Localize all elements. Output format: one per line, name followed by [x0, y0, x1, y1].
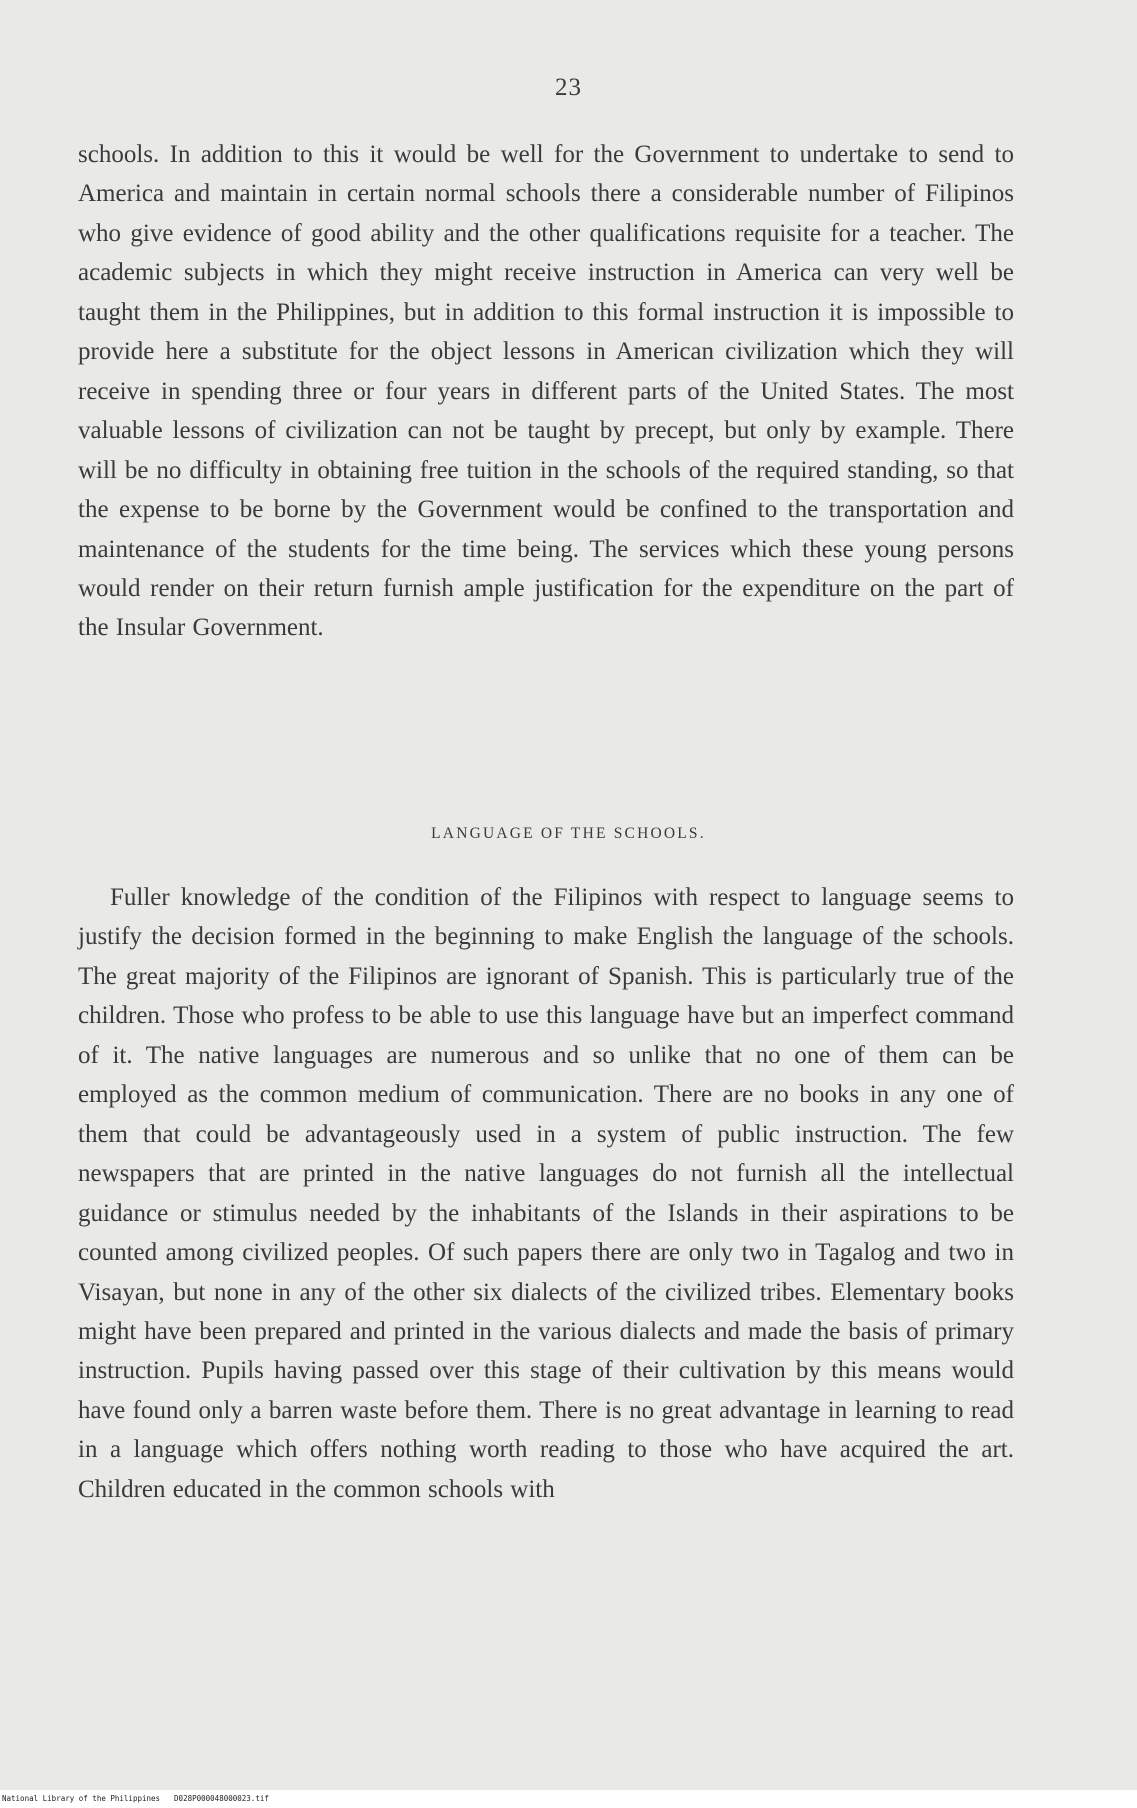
page-number: 23 — [555, 74, 582, 101]
scan-footer-text — [2, 1794, 269, 1803]
paragraph-continuation: schools. In addition to this it would be well for the Government to undertake to send to America and maintain in certain normal schools there a considerable number of Filipinos who give evidence of good ability and the other qualifications requisite for a teacher. The academic subjects in which they might receive instruction in America can very well be taught them in the Philippines, but in addition to this formal instruction it is impossible to provide here a substitute for the object lessons in American civilization which they will receive in spending three or four years in different parts of the United States. The most valuable lessons of civilization can not be taught by precept, but only by example. There will be no difficulty in obtaining free tuition in the schools of the required standing, so that the expense to be borne by the Government would be confined to the transportation and maintenance of the students for the time being. The services which these young persons would render on their return furnish ample justification for the expenditure on the part of the Insular Government. — [78, 141, 1014, 642]
paragraph-language-of-schools: Fuller knowledge of the condition of the Filipinos with respect to language seems to justify the decision formed in the beginning to make English the language of the schools. The great majority of the Filipinos are ignorant of Spanish. This is particularly true of the children. Those who profess to be able to use this language have but an imperfect command of it. The native languages are numerous and so unlike that no one of them can be employed as the common medium of communication. There are no books in any one of them that could be advantageously used in a system of public instruction. The few newspapers that are printed in the native languages do not furnish all the intellectual guidance or stimulus needed by the inhabitants of the Islands in their aspirations to be counted among civilized peoples. Of such papers there are only two in Tagalog and two in Visayan, but none in any of the other six dialects of the civilized tribes. Elementary books might have been prepared and printed in the various dialects and made the basis of primary instruction. Pupils having passed over this stage of their cultivation by this means would have found only a barren waste before them. There is no great advantage in learning to read in a language which offers nothing worth reading to those who have acquired the art. Children educated in the common schools with — [78, 884, 1014, 1503]
scan-footer — [0, 1790, 1137, 1808]
section-heading: LANGUAGE OF THE SCHOOLS. — [431, 825, 706, 842]
footer-library-name: National Library of the Philippines — [2, 1794, 161, 1803]
footer-file-code: D028P000048000023.tif — [174, 1794, 269, 1803]
